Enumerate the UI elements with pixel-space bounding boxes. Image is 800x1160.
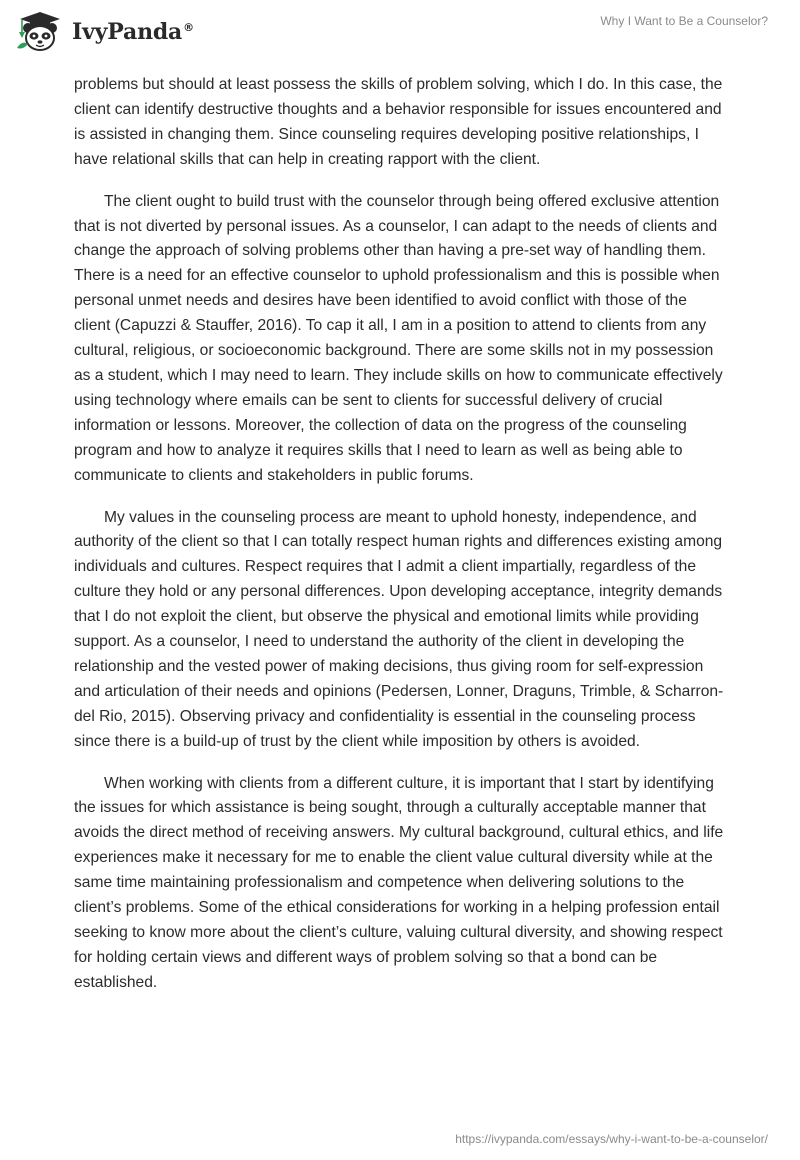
panda-graduate-icon <box>14 10 66 52</box>
registered-mark: ® <box>183 20 194 34</box>
paragraph-4: When working with clients from a different culture, it is important that I start by identifying the issues for which assistance is being sought, through a culturally acceptable manner that avoids the direct method of receiving answers. My cultural background, cultural ethics, and life experiences make it necessary for me to enable the client value cultural diversity while at the same time maintaining professionalism and competence when delivering solutions to the client’s problems. Some of the ethical considerations for working in a helping profession entail seeking to know more about the client’s culture, valuing cultural diversity, and showing respect for holding certain views and different ways of problem solving so that a bond can be established. <box>74 774 724 991</box>
logo-wordmark <box>72 19 194 45</box>
document-title: Why I Want to Be a Counselor? <box>600 14 768 28</box>
page-header <box>0 0 800 64</box>
paragraph-1: problems but should at least possess the skills of problem solving, which I do. In this case, the client can identify destructive thoughts and a behavior responsible for issues encountered and is assisted in changing them. Since counseling requires developing positive relationships, I have relational skills that can help in creating rapport with the client. <box>74 76 723 168</box>
paragraph-3: My values in the counseling process are meant to uphold honesty, independence, and authority of the client so that I can totally respect human rights and differences existing among individuals and cultures. Respect requires that I admit a client impartially, regardless of the culture they hold or any personal differences. Upon developing acceptance, integrity demands that I do not exploit the client, but observe the physical and emotional limits while providing support. As a counselor, I need to understand the authority of the client in developing the relationship and the vested power of making decisions, thus giving room for self-expression and articulation of their needs and opinions (Pedersen, Lonner, Draguns, Trimble, & Scharron-del Rio, 2015). Observing privacy and confidentiality is essential in the counseling process since there is a build-up of trust by the client while imposition by others is avoided. <box>74 508 724 750</box>
ivypanda-logo[interactable] <box>14 10 194 52</box>
paragraph-2: The client ought to build trust with the counselor through being offered exclusive attention that is not diverted by personal issues. As a counselor, I can adapt to the needs of clients and change the approach of solving problems other than having a pre-set way of handling them. There is a need for an effective counselor to uphold professionalism and this is possible when personal unmet needs and desires have been identified to avoid conflict with those of the client (Capuzzi & Stauffer, 2016). To cap it all, I am in a position to attend to clients from any cultural, religious, or socioeconomic background. There are some skills not in my possession as a student, which I may need to learn. They include skills on how to communicate effectively using technology where emails can be sent to clients for successful delivery of crucial information or lessons. Moreover, the collection of data on the progress of the counseling program and how to analyze it requires skills that I need to learn as well as being able to communicate to clients and stakeholders in public forums. <box>74 192 723 484</box>
logo-text: IvyPanda <box>72 19 183 45</box>
essay-body <box>74 73 726 1013</box>
source-url[interactable]: https://ivypanda.com/essays/why-i-want-to-be-a-counselor/ <box>455 1132 768 1146</box>
